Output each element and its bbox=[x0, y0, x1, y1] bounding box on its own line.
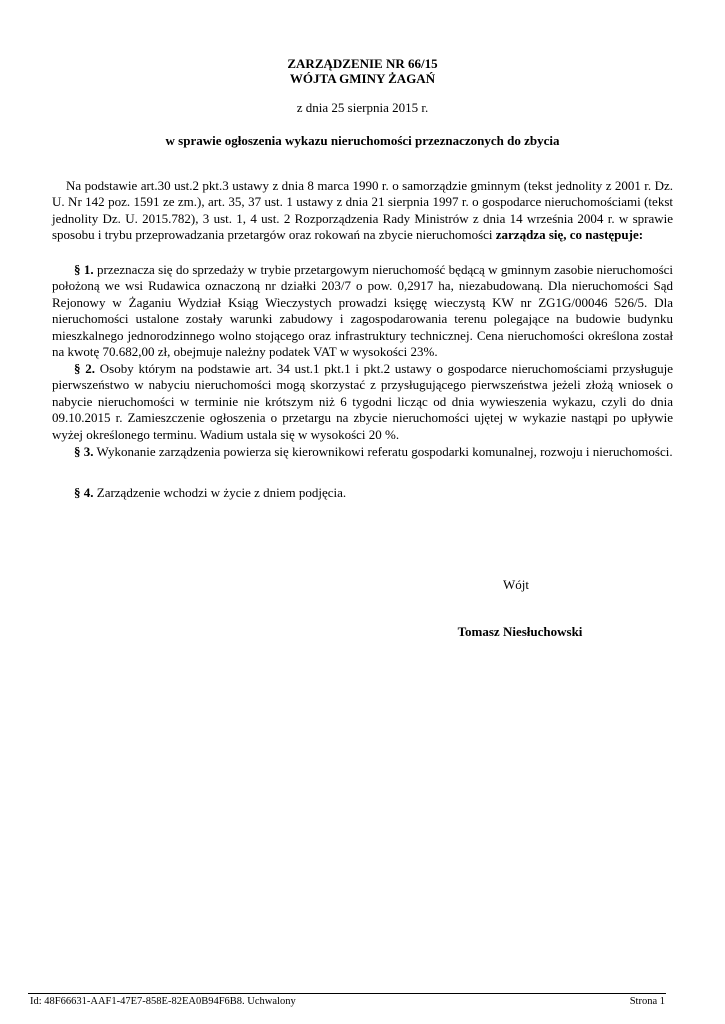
section-2 bbox=[52, 361, 673, 443]
section-4-text: Zarządzenie wchodzi w życie z dniem podjęcia. bbox=[96, 485, 347, 500]
section-3 bbox=[52, 444, 673, 460]
document-title-line1: ZARZĄDZENIE NR 66/15 bbox=[287, 56, 438, 71]
section-1-text: przeznacza się do sprzedaży w trybie przetargowym nieruchomość będącą w gminnym zasobie nieruchomości położoną we wsi Rudawica oznaczoną nr działki 203/7 o pow. 0,2917 ha, niezabudowaną. Dla nieruchomości Sąd Rejonowy w Żaganiu Wydział Ksiąg Wieczystych prowadzi księgę wieczystą KW nr ZG1G/00046 526/5. Dla nieruchomości ustalone zostały warunki zabudowy i zagospodarowania terenu polegające na budowie budynku mieszkalnego jednorodzinnego wolno stojącego oraz infrastruktury technicznej. Cena nieruchomości określona został na kwotę 70.682,00 zł, obejmuje należny podatek VAT w wysokości 23%. bbox=[52, 262, 674, 360]
section-1 bbox=[52, 262, 673, 360]
section-4-label: § 4. bbox=[74, 485, 94, 500]
section-2-text: Osoby którym na podstawie art. 34 ust.1 pkt.1 i pkt.2 ustawy o gospodarce nieruchomościami przysługuje pierwszeństwo w nabyciu nieruchomości mogą skorzystać z przysługującego pierwszeństwa jeżeli złożą wniosek o nabycie nieruchomości w terminie nie krótszym niż 6 tygodni licząc od dnia wywieszenia wykazu, czyli do dnia 09.10.2015 r. Zamieszczenie ogłoszenia o przetargu na zbycie nieruchomości ujętej w wykazie nastąpi po upływie wyżej określonego terminu. Wadium ustala się w wysokości 20 %. bbox=[52, 361, 674, 442]
section-2-label: § 2. bbox=[74, 361, 95, 376]
footer-divider bbox=[28, 993, 666, 994]
document-title-line2: WÓJTA GMINY ŻAGAŃ bbox=[289, 71, 436, 86]
signature-name: Tomasz Niesłuchowski bbox=[457, 624, 583, 639]
section-3-text: Wykonanie zarządzenia powierza się kierownikowi referatu gospodarki komunalnej, rozwoju i nieruchomości. bbox=[96, 444, 673, 459]
preamble-paragraph bbox=[52, 178, 673, 244]
document-date: z dnia 25 sierpnia 2015 r. bbox=[296, 100, 429, 115]
signature-role: Wójt bbox=[503, 577, 529, 592]
document-subject: w sprawie ogłoszenia wykazu nieruchomości przeznaczonych do zbycia bbox=[165, 133, 560, 148]
section-4 bbox=[52, 485, 673, 501]
footer-page-number: Strona 1 bbox=[629, 996, 665, 1007]
section-3-label: § 3. bbox=[74, 444, 94, 459]
section-1-label: § 1. bbox=[74, 262, 94, 277]
footer-document-id: Id: 48F66631-AAF1-47E7-858E-82EA0B94F6B8. Uchwalony bbox=[30, 996, 296, 1007]
preamble-text: Na podstawie art.30 ust.2 pkt.3 ustawy z dnia 8 marca 1990 r. o samorządzie gminnym (tekst jednolity z 2001 r. Dz. U. Nr 142 poz. 1591 ze zm.), art. 35, 37 ust. 1 ustawy z dnia 21 sierpnia 1997 r. o gospodarce nieruchomościami (tekst jednolity Dz. U. 2015.782), 3 ust. 1, 4 ust. 2 Rozporządzenia Rady Ministrów z dnia 14 września 2004 r. w sprawie sposobu i trybu przeprowadzania przetargów oraz rokowań na zbycie nieruchomości bbox=[52, 178, 673, 243]
preamble-closing: zarządza się, co następuje: bbox=[495, 227, 644, 243]
